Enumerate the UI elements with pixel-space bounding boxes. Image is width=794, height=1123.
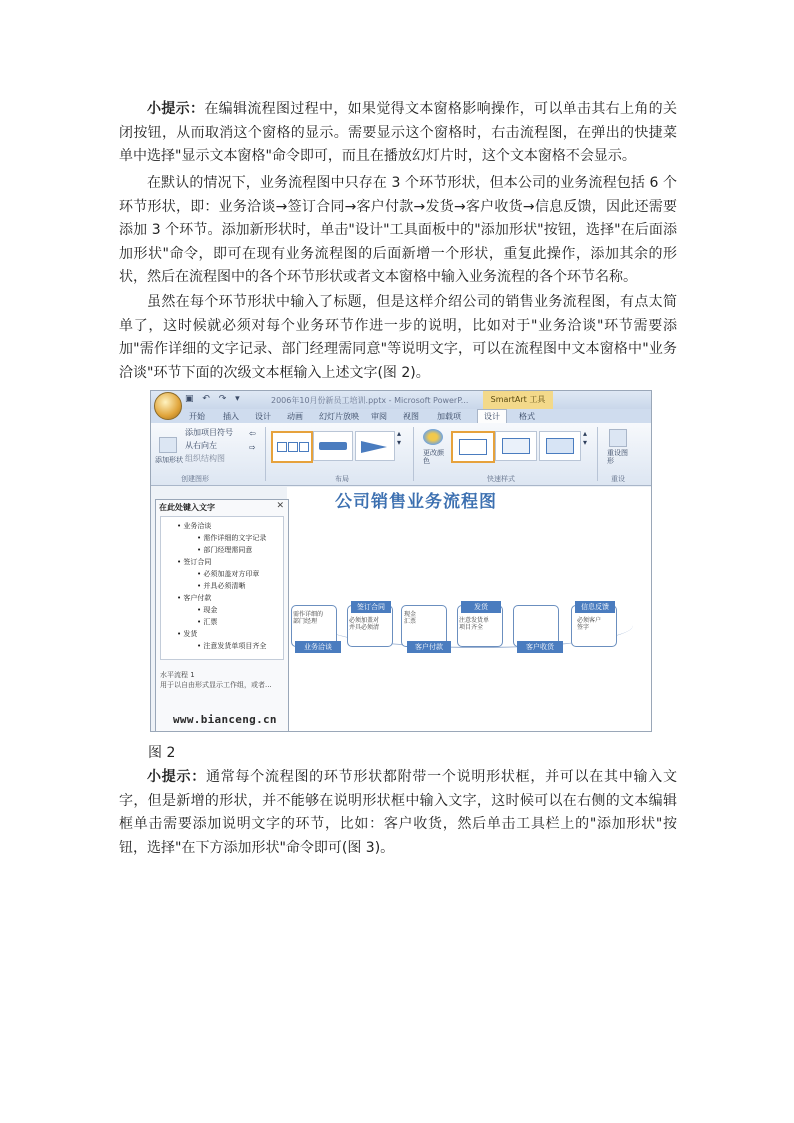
text-pane [155, 499, 289, 732]
list-item[interactable]: • 注意发货单项目齐全 [197, 642, 267, 650]
list-item[interactable]: • 客户付款 [177, 594, 212, 602]
flow-step-note: 注意发货单 项目齐全 [459, 617, 490, 631]
flow-step-label[interactable]: 签订合同 [351, 601, 391, 613]
slide-title: 公司销售业务流程图 [335, 492, 497, 512]
quick-style[interactable] [539, 431, 581, 461]
text-pane-description [160, 670, 272, 690]
reset-graphic-icon[interactable] [609, 429, 627, 447]
change-colors-icon[interactable] [423, 429, 443, 445]
list-item[interactable]: • 并具必须清晰 [197, 582, 246, 590]
paragraph-text: 虽然在每个环节形状中输入了标题，但是这样介绍公司的销售业务流程图，有点太简单了，这时候就必须对每个业务环节作进一步的说明，比如对于"业务洽谈"环节需要添加"需作详细的文字记录、部门经理需同意"等说明文字，可以在流程图中文本窗格中"业务洽谈"环节下面的次级文本框输入上述文字(图 2)。 [119, 294, 677, 381]
tab-home[interactable]: 开始 [189, 412, 205, 421]
quick-style[interactable] [495, 431, 537, 461]
promote-icon[interactable]: ⇦ [249, 429, 256, 438]
style-scroll-icon[interactable]: ▴ ▾ [583, 429, 588, 447]
reset-graphic-button[interactable]: 重设图形 [607, 449, 628, 465]
tab-smartart-design[interactable]: 设计 [477, 409, 507, 423]
list-item[interactable]: • 发货 [177, 630, 198, 638]
smartart-tools-context-tab: SmartArt 工具 [483, 391, 553, 409]
layout-description: 用于以自由形式显示工作组，或者... [160, 681, 272, 689]
ribbon-separator [597, 427, 598, 481]
tip-label: 小提示： [147, 769, 206, 785]
tab-slideshow[interactable]: 幻灯片放映 [319, 412, 359, 421]
flow-step-label[interactable]: 客户收货 [517, 641, 563, 653]
tip-paragraph-2 [119, 766, 677, 860]
tab-addins[interactable]: 加载项 [437, 412, 461, 421]
ribbon-separator [413, 427, 414, 481]
tab-animation[interactable]: 动画 [287, 412, 303, 421]
tab-design[interactable]: 设计 [255, 412, 271, 421]
quick-access-toolbar[interactable]: ▣ ↶ ↷ ▾ [185, 394, 243, 404]
layout-option-selected[interactable] [271, 431, 313, 463]
list-item[interactable]: • 部门经理需同意 [197, 546, 253, 554]
flow-step-note: 需作详细的 部门经理 [293, 611, 324, 625]
paragraph-text: 在编辑流程图过程中，如果觉得文本窗格影响操作，可以单击其右上角的关闭按钮，从而取消这个窗格的显示。需要显示这个窗格时，右击流程图，在弹出的快捷菜单中选择"显示文本窗格"命令即可，而且在播放幻灯片时，这个文本窗格不会显示。 [119, 101, 678, 164]
flow-step-note: 必须加盖对 并具必须清 [349, 617, 380, 631]
list-item[interactable]: • 汇票 [197, 618, 218, 626]
tip-paragraph-1 [119, 98, 677, 169]
tab-insert[interactable]: 插入 [223, 412, 239, 421]
group-label-reset: 重设 [611, 475, 625, 483]
body-paragraph-1 [119, 172, 677, 290]
add-shape-icon[interactable] [159, 437, 177, 453]
watermark: www.bianceng.cn [173, 713, 277, 726]
quick-style-selected[interactable] [451, 431, 495, 463]
list-item[interactable]: • 签订合同 [177, 558, 212, 566]
text-pane-list[interactable] [160, 516, 284, 660]
group-label-layout: 布局 [335, 475, 349, 483]
window-title: 2006年10月份新员工培训.pptx - Microsoft PowerP... [271, 396, 469, 405]
list-item[interactable]: • 业务洽谈 [177, 522, 212, 530]
flow-step-label[interactable]: 客户付款 [407, 641, 451, 653]
figure-caption: 图 2 [148, 745, 176, 761]
ribbon-separator [265, 427, 266, 481]
list-item[interactable]: • 现金 [197, 606, 218, 614]
text-pane-title: 在此处键入文字 [159, 503, 215, 512]
paragraph-text: 在默认的情况下，业务流程图中只存在 3 个环节形状，但本公司的业务流程包括 6 个环节形状，即：业务洽谈→签订合同→客户付款→发货→客户收货→信息反馈，因此还需要添加 3 个环节。添加新形状时，单击"设计"工具面板中的"添加形状"按钮，选择"在后面添加形状"命令，即可在现有业务流程图的后面新增一个形状，重复此操作，添加其余的形状，然后在流程图中的各个环节形状或者文本窗格中输入业务流程的各个环节名称。 [119, 175, 677, 285]
group-label-styles: 快速样式 [487, 475, 515, 483]
right-to-left-button[interactable]: 从右向左 [185, 441, 217, 450]
list-item[interactable]: • 必须加盖对方印章 [197, 570, 260, 578]
group-label-create: 创建图形 [181, 475, 209, 483]
layout-option[interactable] [313, 431, 353, 461]
list-item[interactable]: • 需作详细的文字记录 [197, 534, 267, 542]
layout-option-arrow[interactable] [355, 431, 395, 461]
tab-review[interactable]: 审阅 [371, 412, 387, 421]
ribbon-tabs [151, 409, 651, 423]
tip-label: 小提示： [147, 101, 205, 117]
ribbon [151, 423, 651, 486]
flow-step-note: 必须客户 签字 [577, 617, 602, 631]
paragraph-text: 通常每个流程图的环节形状都附带一个说明形状框，并可以在其中输入文字，但是新增的形状，并不能够在说明形状框中输入文字，这时候可以在右侧的文本编辑框单击需要添加说明文字的环节，比如：客户收货，然后单击工具栏上的"添加形状"按钮，选择"在下方添加形状"命令即可(图 3)。 [119, 769, 678, 856]
figure-screenshot [150, 390, 652, 732]
tab-view[interactable]: 视图 [403, 412, 419, 421]
demote-icon[interactable]: ⇨ [249, 443, 256, 452]
flow-step-label[interactable]: 发货 [461, 601, 501, 613]
office-button-icon[interactable] [154, 392, 182, 420]
flow-step-note: 现金 汇票 [404, 611, 417, 625]
layout-name: 水平流程 1 [160, 671, 195, 679]
add-bullet-button[interactable]: 添加项目符号 [185, 428, 233, 437]
flow-step-label[interactable]: 业务洽谈 [295, 641, 341, 653]
body-paragraph-2 [119, 291, 677, 385]
change-colors-button[interactable]: 更改颜色 [423, 449, 444, 465]
add-shape-button[interactable]: 添加形状 [155, 456, 183, 464]
layout-scroll-icon[interactable]: ▴ ▾ [397, 429, 402, 447]
flow-step-label[interactable]: 信息反馈 [575, 601, 615, 613]
title-bar [151, 391, 651, 409]
tab-smartart-format[interactable]: 格式 [519, 412, 535, 421]
close-icon[interactable]: ✕ [276, 501, 284, 511]
org-chart-layout-button[interactable]: 组织结构图 [185, 454, 225, 463]
